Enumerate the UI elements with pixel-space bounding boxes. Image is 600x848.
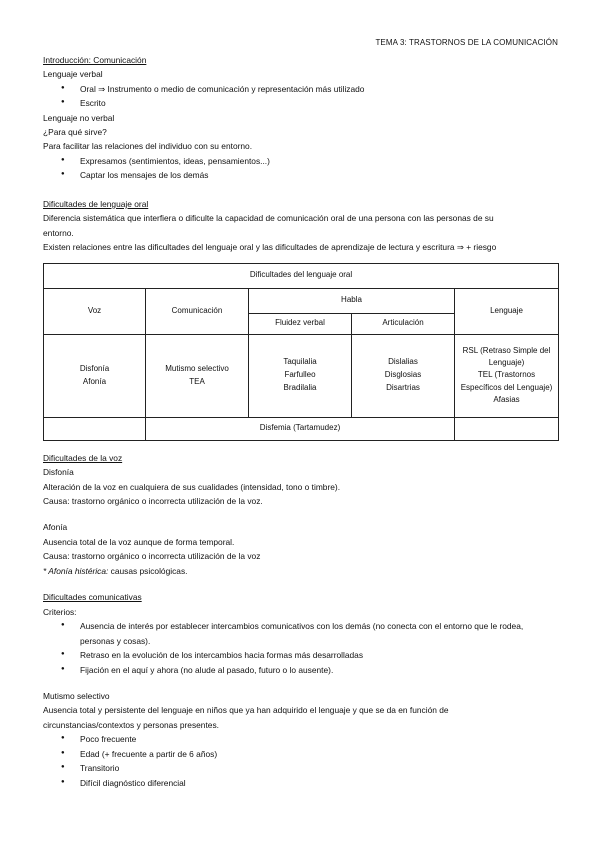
oral-relation: Existen relaciones entre las dificultades del lenguaje oral y las dificultades de aprendizaje de lectura y escritura ⇒ + riesgo [43,242,497,253]
list-item: ● Difícil diagnóstico diferencial [80,776,558,790]
table-cell-line: Bradilalia [283,383,317,393]
disfonia-definition: Alteración de la voz en cualquiera de sus cualidades (intensidad, tono o timbre). [43,481,341,492]
col-header-lenguaje: Lenguaje [455,288,559,334]
question-text: ¿Para qué sirve? [43,127,107,138]
table-cell-line: Disglosias [384,370,422,380]
lenguaje-no-verbal-label: Lenguaje no verbal [43,112,115,123]
intro-title: Introducción: Comunicación [43,54,147,65]
mutismo-list [43,732,558,790]
afonia-causa: Causa: trastorno orgánico o incorrecta utilización de la voz [43,551,261,562]
table-cell-line: Farfulleo [284,370,316,380]
afonia-note-text: causas psicológicas. [108,565,188,576]
mutismo-definition-line-2: circunstancias/contextos y personas presentes. [43,719,219,730]
table-cell-line: Mutismo selectivo [165,363,229,373]
col-header-comunicacion: Comunicación [146,288,249,334]
list-item: ● Escrito [80,96,558,110]
table-cell-line: Dislalias [388,357,418,367]
table-cell-line: TEA [189,376,205,386]
voz-title: Dificultades de la voz [43,452,123,463]
table-cell-line: Afasias [493,395,520,405]
oral-definition-line-2: entorno. [43,227,74,238]
list-item: ● Poco frecuente [80,732,558,746]
list-item: ● Retraso en la evolución de los intercambios hacia formas más desarrolladas [80,648,558,662]
col-header-articulacion: Articulación [352,313,455,334]
list-item: ● Captar los mensajes de los demás [80,168,558,182]
afonia-note [43,564,558,578]
mutismo-title: Mutismo selectivo [43,690,110,701]
cell-voz [44,334,146,417]
col-header-voz: Voz [44,288,146,334]
mutismo-definition-line-1: Ausencia total y persistente del lenguaje en niños que ya han adquirido el lenguaje y que se da en función de [43,705,449,716]
table-cell-line: TEL (Trastornos Específicos del Lenguaje) [460,370,553,392]
cell-empty [455,417,559,440]
disfonia-causa: Causa: trastorno orgánico o incorrecta utilización de la voz. [43,496,263,506]
list-item: ● Transitorio [80,761,558,775]
afonia-title: Afonía [43,522,68,533]
cell-disfemia: Disfemia (Tartamudez) [146,417,455,440]
document-page [43,36,558,790]
cell-articulacion [352,334,455,417]
afonia-definition: Ausencia total de la voz aunque de forma temporal. [43,536,235,547]
comunicativas-title: Dificultades comunicativas [43,592,142,603]
list-item: ● Edad (+ frecuente a partir de 6 años) [80,747,558,761]
list-item: ● Fijación en el aquí y ahora (no alude al pasado, futuro o lo ausente). [80,663,558,677]
lenguaje-verbal-label: Lenguaje verbal [43,69,103,80]
criterios-label: Criterios: [43,606,77,617]
oral-title: Dificultades de lenguaje oral [43,198,149,209]
answer-list [43,154,558,183]
disfonia-title: Disfonía [43,467,74,478]
afonia-note-label: * Afonía histérica: [43,565,109,576]
col-header-habla: Habla [249,288,455,313]
table-cell-line: Afonía [82,376,107,386]
cell-lenguaje [455,334,559,417]
col-header-fluidez: Fluidez verbal [249,313,352,334]
answer-text: Para facilitar las relaciones del individuo con su entorno. [43,141,253,152]
oral-definition-line-1: Diferencia sistemática que interfiera o dificulte la capacidad de comunicación oral de una persona con las personas de su [43,213,494,224]
cell-fluidez [249,334,352,417]
table-cell-line: Disfonía [79,363,110,373]
list-item: ● Ausencia de interés por establecer intercambios comunicativos con los demás (no conecta con el entorno que le rodea, personas y cosas). [80,619,558,648]
list-item: ● Expresamos (sentimientos, ideas, pensamientos...) [80,154,558,168]
document-header: TEMA 3: TRASTORNOS DE LA COMUNICACIÓN [375,38,558,47]
table-cell-line: Taquilalia [283,357,317,367]
difficulties-table [43,263,559,441]
cell-empty [44,417,146,440]
list-item: ● Oral ⇒ Instrumento o medio de comunicación y representación más utilizado [80,82,558,96]
table-title: Dificultades del lenguaje oral [44,263,559,288]
table-cell-line: RSL (Retraso Simple del Lenguaje) [462,345,551,368]
cell-comunicacion [146,334,249,417]
verbal-list [43,82,558,111]
table-cell-line: Disartrias [386,383,420,393]
criterios-list [43,619,558,677]
